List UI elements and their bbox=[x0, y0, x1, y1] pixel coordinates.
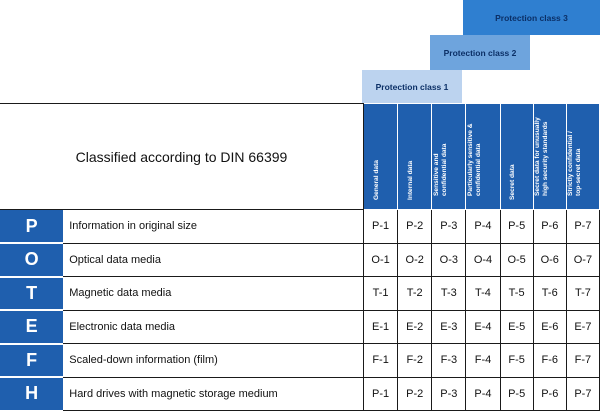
table-cell: P-1 bbox=[364, 377, 398, 411]
col-head-5-line1: Secret data bbox=[508, 164, 516, 200]
table-cell: O-1 bbox=[364, 243, 398, 277]
row-label: Magnetic data media bbox=[63, 277, 363, 311]
table-cell: F-6 bbox=[533, 344, 566, 378]
row-letter: E bbox=[0, 310, 63, 344]
table-cell: O-5 bbox=[500, 243, 533, 277]
protection-class-2-band bbox=[430, 35, 530, 70]
col-head-4-line1: Particularly sensitive & bbox=[466, 123, 474, 196]
col-head-6-line1: Secret data for unusually bbox=[533, 117, 541, 196]
table-cell: F-5 bbox=[500, 344, 533, 378]
header-row bbox=[0, 104, 600, 210]
table-cell: O-4 bbox=[466, 243, 500, 277]
table-cell: E-6 bbox=[533, 310, 566, 344]
table-row bbox=[0, 243, 600, 277]
table-cell: F-4 bbox=[466, 344, 500, 378]
table-cell: P-7 bbox=[566, 210, 599, 244]
row-label: Electronic data media bbox=[63, 310, 363, 344]
table-cell: P-4 bbox=[466, 210, 500, 244]
protection-class-1-label: Protection class 1 bbox=[375, 81, 449, 92]
table-row bbox=[0, 310, 600, 344]
table-row bbox=[0, 377, 600, 411]
table-cell: E-4 bbox=[466, 310, 500, 344]
table-cell: F-2 bbox=[398, 344, 432, 378]
table-cell: T-4 bbox=[466, 277, 500, 311]
col-head-7-line2: top-secret data bbox=[574, 148, 582, 196]
table-cell: F-1 bbox=[364, 344, 398, 378]
row-label: Information in original size bbox=[63, 210, 363, 244]
row-letter: F bbox=[0, 344, 63, 378]
row-letter: O bbox=[0, 243, 63, 277]
table-cell: O-7 bbox=[566, 243, 599, 277]
classification-table bbox=[0, 103, 600, 412]
col-head-4 bbox=[466, 104, 500, 210]
table-cell: T-6 bbox=[533, 277, 566, 311]
col-head-5 bbox=[500, 104, 533, 210]
table-row bbox=[0, 210, 600, 244]
col-head-3-line2: confidential data bbox=[440, 143, 448, 196]
table-cell: P-6 bbox=[533, 377, 566, 411]
table-cell: P-1 bbox=[364, 210, 398, 244]
table-cell: E-5 bbox=[500, 310, 533, 344]
table-cell: T-3 bbox=[432, 277, 466, 311]
col-head-7 bbox=[566, 104, 599, 210]
table-cell: F-3 bbox=[432, 344, 466, 378]
table-cell: O-6 bbox=[533, 243, 566, 277]
table-cell: F-7 bbox=[566, 344, 599, 378]
table-cell: P-5 bbox=[500, 377, 533, 411]
table-cell: T-5 bbox=[500, 277, 533, 311]
table-cell: T-2 bbox=[398, 277, 432, 311]
table-title: Classified according to DIN 66399 bbox=[0, 104, 364, 210]
col-head-2 bbox=[398, 104, 432, 210]
protection-class-2-label: Protection class 2 bbox=[443, 47, 517, 58]
table-cell: P-4 bbox=[466, 377, 500, 411]
col-head-3 bbox=[432, 104, 466, 210]
table-row bbox=[0, 277, 600, 311]
row-letter: P bbox=[0, 210, 63, 244]
table-cell: P-3 bbox=[432, 377, 466, 411]
protection-class-1-band bbox=[362, 70, 462, 103]
table-cell: E-2 bbox=[398, 310, 432, 344]
table-cell: T-1 bbox=[364, 277, 398, 311]
table-cell: T-7 bbox=[566, 277, 599, 311]
row-label: Optical data media bbox=[63, 243, 363, 277]
table-cell: E-7 bbox=[566, 310, 599, 344]
row-letter: T bbox=[0, 277, 63, 311]
col-head-6-line2: high security standards bbox=[541, 121, 549, 196]
protection-class-3-band bbox=[463, 0, 600, 35]
col-head-3-line1: Sensitive and bbox=[432, 153, 440, 196]
table-cell: P-6 bbox=[533, 210, 566, 244]
row-letter: H bbox=[0, 377, 63, 411]
table-cell: O-2 bbox=[398, 243, 432, 277]
table-cell: E-3 bbox=[432, 310, 466, 344]
col-head-4-line2: confidential data bbox=[474, 143, 482, 196]
table-cell: P-7 bbox=[566, 377, 599, 411]
col-head-1 bbox=[364, 104, 398, 210]
col-head-7-line1: Strictly confidential / bbox=[566, 131, 574, 196]
protection-class-3-label: Protection class 3 bbox=[495, 12, 568, 23]
col-head-2-line1: Internal data bbox=[406, 160, 414, 200]
col-head-1-line1: General data bbox=[372, 160, 380, 200]
table-cell: O-3 bbox=[432, 243, 466, 277]
table-cell: P-3 bbox=[432, 210, 466, 244]
row-label: Scaled-down information (film) bbox=[63, 344, 363, 378]
table-cell: P-2 bbox=[398, 210, 432, 244]
table-cell: P-5 bbox=[500, 210, 533, 244]
row-label: Hard drives with magnetic storage medium bbox=[63, 377, 363, 411]
table-cell: E-1 bbox=[364, 310, 398, 344]
table-row bbox=[0, 344, 600, 378]
col-head-6 bbox=[533, 104, 566, 210]
table-cell: P-2 bbox=[398, 377, 432, 411]
